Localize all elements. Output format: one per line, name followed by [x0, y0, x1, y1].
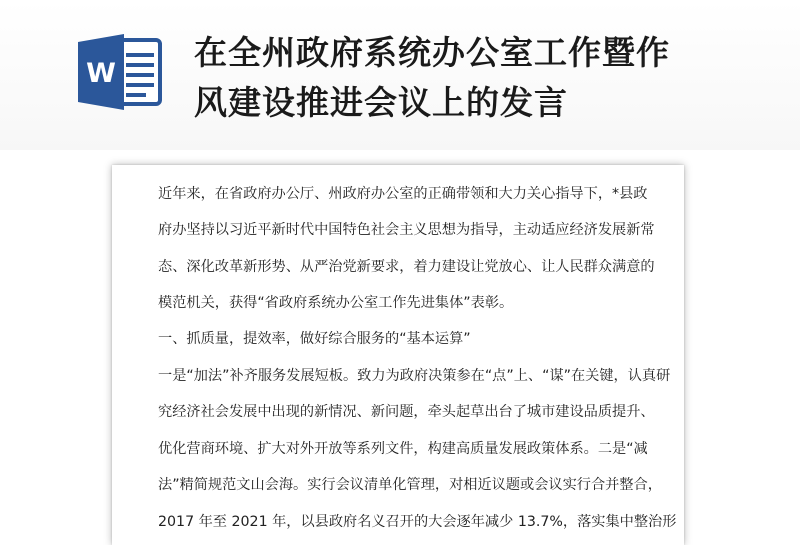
document-line: 法”精简规范文山会海。实行会议清单化管理，对相近议题或会议实行合并整合，	[158, 477, 662, 493]
document-line: 模范机关，获得“省政府系统办公室工作先进集体”表彰。	[158, 295, 514, 311]
section-heading: 一、抓质量，提效率，做好综合服务的“基本运算”	[158, 331, 471, 347]
document-line: 一是“加法”补齐服务发展短板。致力为政府决策参在“点”上、“谋”在关键，认真研	[158, 368, 671, 384]
title-line-1: 在全州政府系统办公室工作暨作	[194, 33, 670, 72]
document-line: 究经济社会发展中出现的新情况、新问题，牵头起草出台了城市建设品质提升、	[158, 404, 655, 420]
document-line: 近年来，在省政府办公厅、州政府办公室的正确带领和大力关心指导下，*县政	[158, 186, 648, 202]
document-page	[112, 165, 684, 545]
word-icon-letter: W	[86, 58, 116, 89]
title-line-2: 风建设推进会议上的发言	[194, 83, 568, 122]
document-title	[194, 28, 774, 128]
document-line: 府办坚持以习近平新时代中国特色社会主义思想为指导，主动适应经济发展新常	[158, 222, 655, 238]
document-line: 2017 年至 2021 年，以县政府名义召开的大会逐年减少 13.7%，落实集中整治形	[158, 514, 677, 530]
header-banner	[0, 0, 800, 150]
document-line: 优化营商环境、扩大对外开放等系列文件，构建高质量发展政策体系。二是“减	[158, 441, 648, 457]
word-icon	[76, 32, 164, 112]
document-line: 态、深化改革新形势、从严治党新要求，着力建设让党放心、让人民群众满意的	[158, 259, 655, 275]
